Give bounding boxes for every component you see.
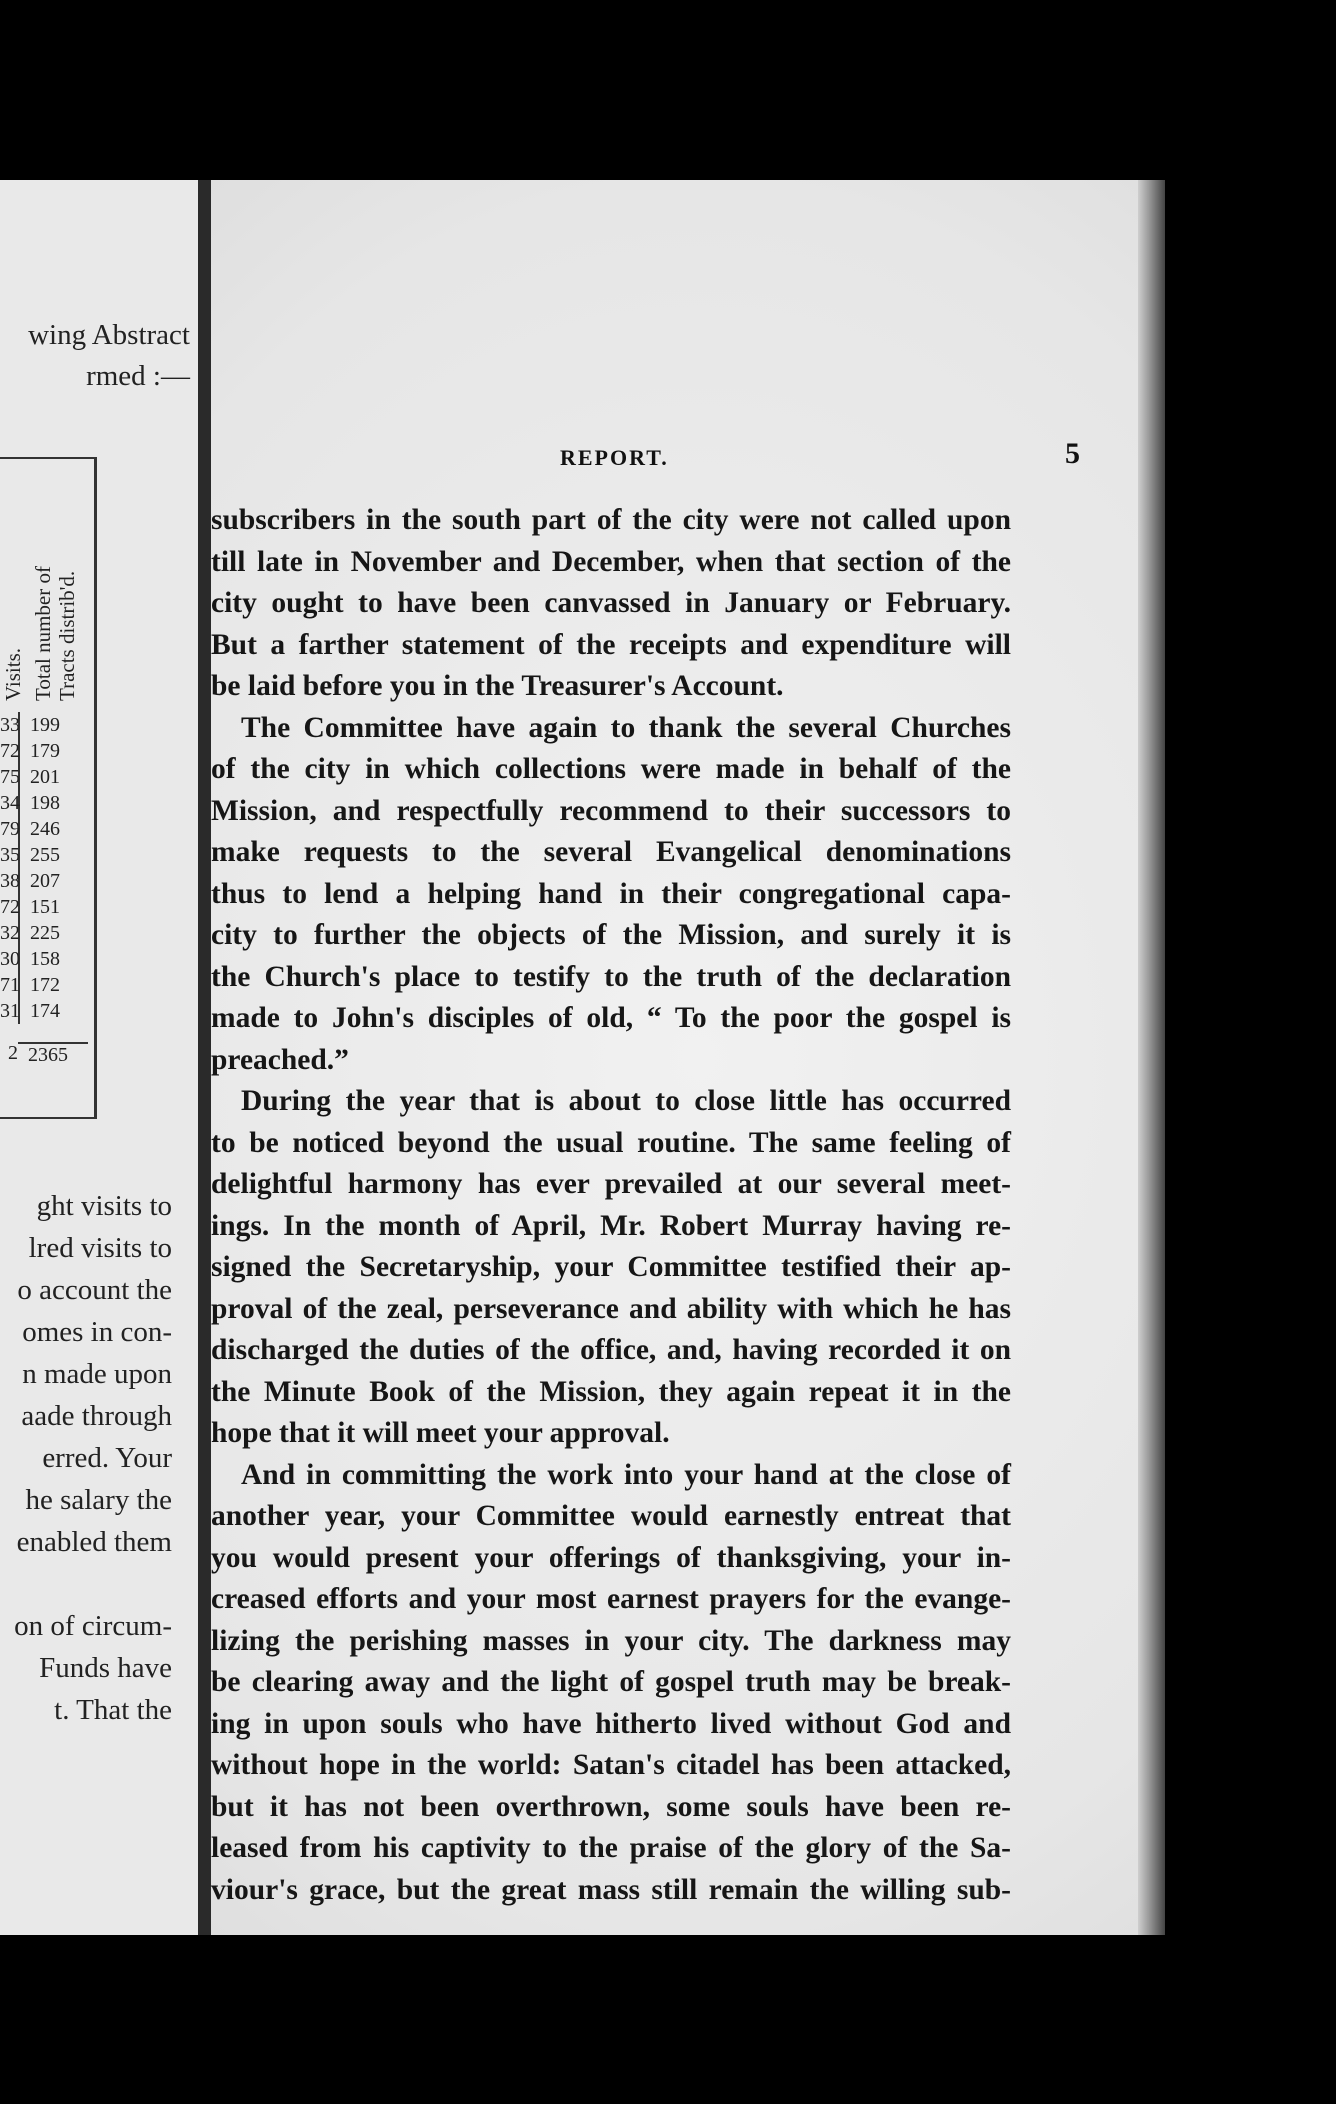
text-line: made to John's disciples of old, “ To the poor the gospel is [211,1002,1011,1034]
body-text [211,500,1011,1911]
table-cell-tracts: 174 [30,1000,60,1022]
left-text-line: rmed :— [86,360,190,392]
text-line: leased from his captivity to the praise of the glory of the Sa- [211,1832,1011,1864]
text-line: make requests to the several Evangelical denominations [211,836,1011,868]
running-head-title: REPORT. [560,445,669,470]
text-line: creased efforts and your most earnest prayers for the evange- [211,1583,1011,1615]
table-row [0,738,94,764]
page-gutter [198,180,211,1935]
text-line: another year, your Committee would earnestly entreat that [211,1500,1011,1532]
table-cell-visits: 71 [0,974,20,996]
table-total-visits: 2 [8,1042,18,1064]
text-line: city to further the objects of the Mission, and surely it is [211,919,1011,951]
left-text-line: Funds have [39,1652,172,1684]
text-line: you would present your offerings of thanksgiving, your in- [211,1541,1011,1574]
text-line: but it has not been overthrown, some souls have been re- [211,1790,1011,1823]
text-line: city ought to have been canvassed in January or February. [211,587,1011,619]
table-cell-visits: 30 [0,948,20,970]
left-page-bottom-text [14,1605,172,1731]
table-cell-tracts: 179 [30,740,60,762]
paragraph [211,1081,1011,1455]
text-line: ing in upon souls who have hitherto lived without God and [211,1707,1011,1740]
table-row [0,712,94,738]
text-line: The Committee have again to thank the several Churches [241,711,1011,744]
text-line: preached.” [211,1043,349,1076]
text-line: viour's grace, but the great mass still remain the willing sub- [211,1873,1011,1906]
text-line: the Minute Book of the Mission, they again repeat it in the [211,1375,1011,1408]
table-cell-tracts: 198 [30,792,60,814]
page-number: 5 [1065,437,1080,470]
abstract-table-rows [0,712,94,1024]
table-cell-tracts: 151 [30,896,60,918]
left-page-top-text [28,315,190,397]
left-text-line: n made upon [22,1358,172,1390]
text-line: During the year that is about to close little has occurred [241,1085,1011,1117]
left-text-line: on of circum- [14,1610,172,1642]
table-total-row [0,1042,94,1067]
text-line: And in committing the work into your hand at the close of [241,1458,1011,1491]
text-line: Mission, and respectfully recommend to their successors to [211,794,1011,827]
table-cell-visits: 31 [0,1000,20,1022]
left-text-line: o account the [17,1274,172,1306]
table-row [0,842,94,868]
table-cell-visits: 35 [0,844,20,866]
text-line: be clearing away and the light of gospel truth may be break- [211,1666,1011,1698]
table-cell-tracts: 199 [30,714,60,736]
table-row [0,764,94,790]
table-cell-tracts: 225 [30,922,60,944]
table-cell-tracts: 207 [30,870,60,892]
table-total-tracts: 2365 [18,1042,88,1067]
text-line: But a farther statement of the receipts and expenditure will [211,628,1011,661]
text-line: the Church's place to testify to the truth of the declaration [211,960,1011,993]
text-line: ings. In the month of April, Mr. Robert Murray having re- [211,1209,1011,1242]
table-header-visits: Visits. [1,647,25,701]
table-cell-tracts: 201 [30,766,60,788]
left-text-line: ght visits to [36,1190,172,1222]
left-text-line: he salary the [25,1484,172,1516]
paragraph [211,1455,1011,1912]
left-page-mid-text [17,1185,172,1563]
table-cell-visits: 72 [0,896,20,918]
left-text-line: lred visits to [28,1232,172,1264]
page-edge-shadow [1138,180,1165,1935]
text-line: till late in November and December, when that section of the [211,545,1011,578]
table-row [0,998,94,1024]
table-cell-visits: 32 [0,922,20,944]
left-page-fragment [0,180,198,1935]
table-row [0,790,94,816]
table-cell-tracts: 246 [30,818,60,840]
paragraph [211,500,1011,708]
table-row [0,816,94,842]
table-cell-visits: 72 [0,740,20,762]
text-line: signed the Secretaryship, your Committee testified their ap- [211,1251,1011,1283]
table-row [0,972,94,998]
table-cell-tracts: 255 [30,844,60,866]
text-line: without hope in the world: Satan's citadel has been attacked, [211,1749,1011,1781]
table-header-tracts-line2: Tracts distrib'd. [55,570,79,701]
table-cell-visits: 38 [0,870,20,892]
table-header-tracts-line1: Total number of [31,566,55,701]
table-row [0,894,94,920]
text-line: delightful harmony has ever prevailed at our several meet- [211,1168,1011,1200]
text-line: to be noticed beyond the usual routine. The same feeling of [211,1126,1011,1159]
left-text-line: omes in con- [22,1316,172,1348]
table-cell-visits: 75 [0,766,20,788]
table-row [0,920,94,946]
table-row [0,946,94,972]
table-cell-visits: 33 [0,714,20,736]
text-line: proval of the zeal, perseverance and ability with which he has [211,1292,1011,1325]
left-text-line: aade through [21,1400,172,1432]
left-text-line: wing Abstract [28,319,190,351]
text-line: hope that it will meet your approval. [211,1417,670,1449]
text-line: of the city in which collections were made in behalf of the [211,753,1011,785]
table-cell-tracts: 158 [30,948,60,970]
paragraph [211,708,1011,1082]
text-line: discharged the duties of the office, and, having recorded it on [211,1334,1011,1366]
table-cell-visits: 79 [0,818,20,840]
text-line: lizing the perishing masses in your city. The darkness may [211,1624,1011,1657]
text-line: be laid before you in the Treasurer's Account. [211,670,784,702]
table-row [0,868,94,894]
table-cell-visits: 34 [0,792,20,814]
left-text-line: erred. Your [42,1442,172,1474]
text-line: thus to lend a helping hand in their congregational capa- [211,877,1011,910]
text-line: subscribers in the south part of the city were not called upon [211,504,1011,536]
table-cell-tracts: 172 [30,974,60,996]
scanned-page-spread [0,180,1165,1935]
left-text-line: t. That the [54,1694,172,1726]
left-text-line: enabled them [16,1526,172,1558]
